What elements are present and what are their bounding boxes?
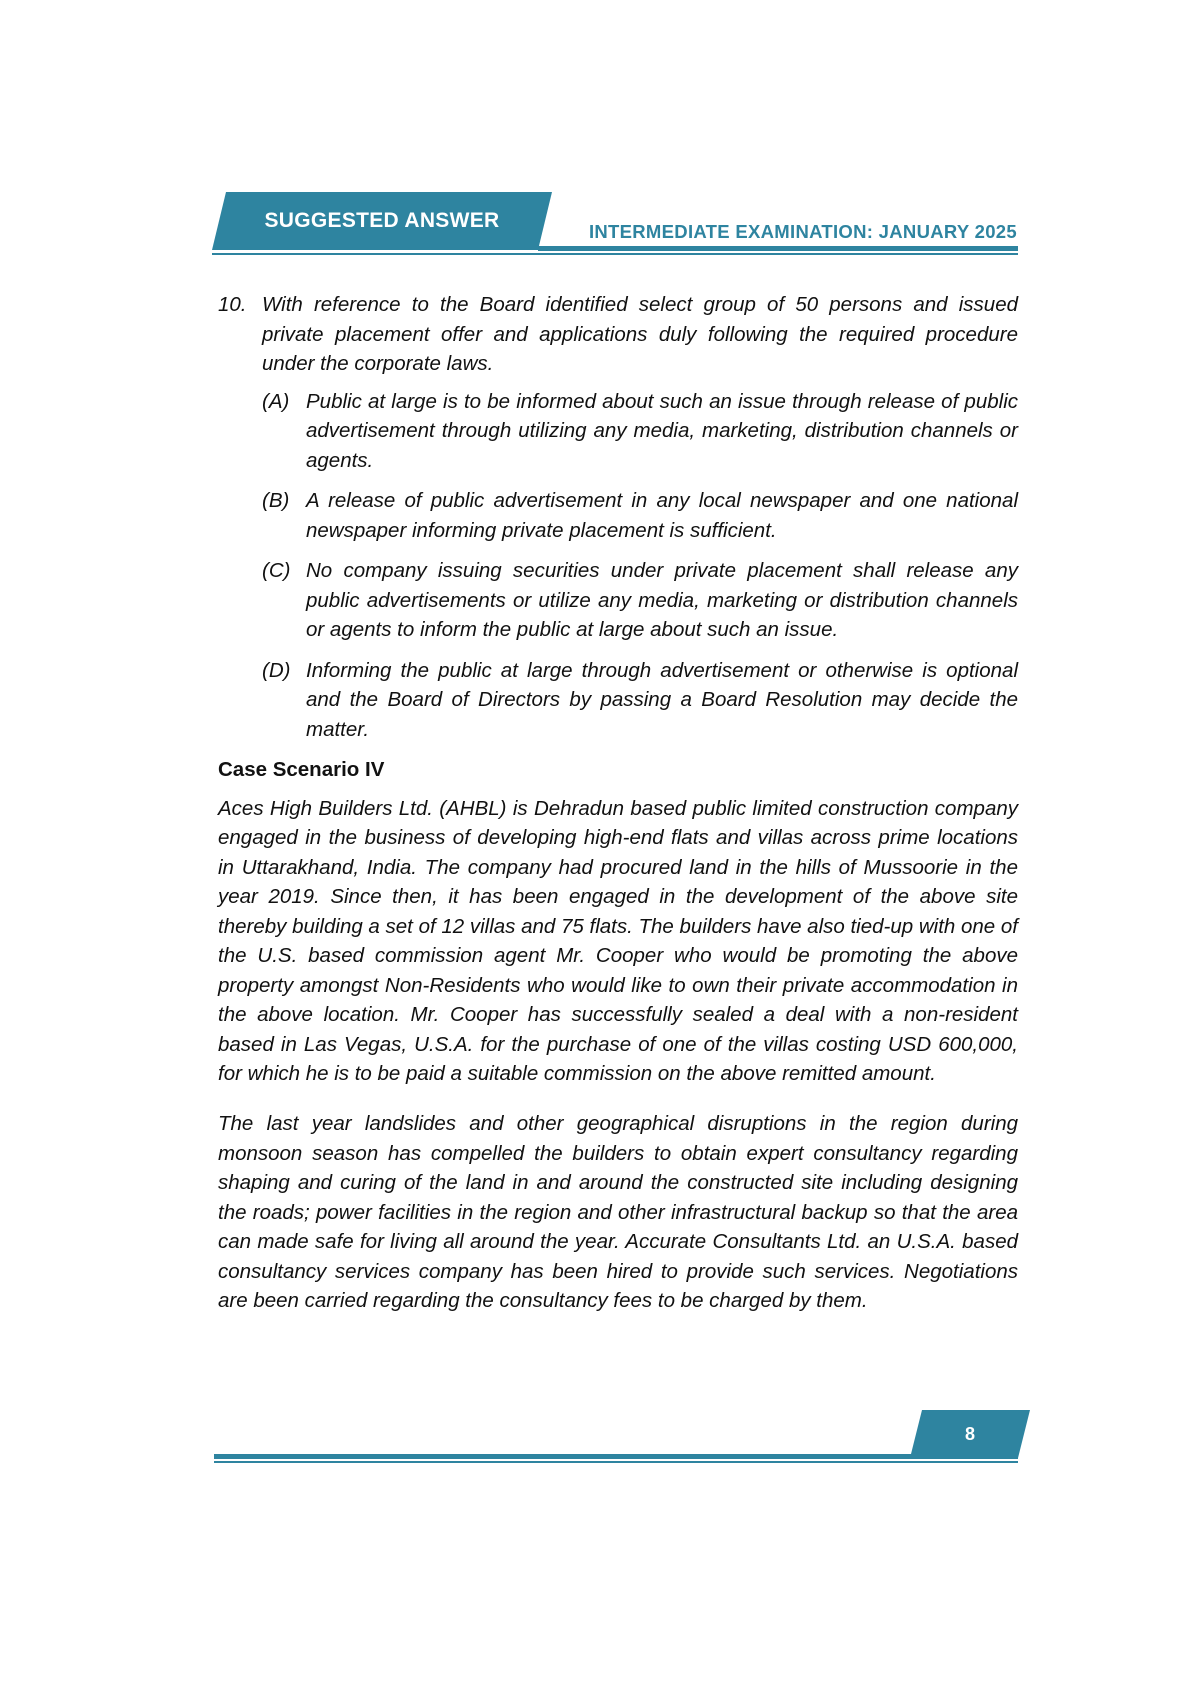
option-label: (C) — [262, 559, 291, 582]
question-10 — [218, 290, 1018, 379]
option-c — [218, 556, 1018, 645]
question-number: 10. — [218, 293, 247, 316]
option-d — [218, 656, 1018, 745]
option-label: (D) — [262, 658, 291, 682]
page-content — [218, 290, 1018, 1328]
option-a — [218, 387, 1018, 476]
case-paragraph: Aces High Builders Ltd. (AHBL) is Dehradun based public limited construction company engaged in the business of developing high-end flats and villas across prime locations in Uttarakhand, India. The company had procured land in the hills of Mussoorie in the year 2019. Since then, it has been engaged in the development of the above site thereby building a set of 12 villas and 75 flats. The builders have also tied-up with one of the U.S. based commission agent Mr. Cooper who would be promoting the above property amongst Non-Residents who would like to own their private accommodation in the above location. Mr. Cooper has successfully sealed a deal with a non-resident based in Las Vegas, U.S.A. for the purchase of one of the villas costing USD 600,000, for which he is to be paid a suitable commission on the above remitted amount. — [218, 796, 1018, 1085]
header-rule-thin — [212, 253, 1018, 255]
option-text: Informing the public at large through advertisement or otherwise is optional and the Board of Directors by passing a Board Resolution may decide the matter. — [306, 658, 1018, 741]
footer-rule-thin — [214, 1461, 1018, 1463]
question-text: With reference to the Board identified select group of 50 persons and issued private placement offer and applications duly following the required procedure under the corporate laws. — [262, 293, 1018, 375]
case-scenario-heading: Case Scenario IV — [218, 758, 385, 781]
header-rule — [538, 246, 1018, 251]
option-label: (A) — [262, 389, 290, 413]
option-text: Public at large is to be informed about such an issue through release of public advertisement through utilizing any media, marketing, distribution channels or agents. — [306, 389, 1018, 472]
option-text: A release of public advertisement in any local newspaper and one national newspaper informing private placement is sufficient. — [306, 489, 1018, 542]
footer-rule — [214, 1454, 1018, 1459]
case-paragraph: The last year landslides and other geographical disruptions in the region during monsoon season has compelled the builders to obtain expert consultancy regarding shaping and curing of the land in and around the constructed site including designing the roads; power facilities in the region and other infrastructural backup so that the area can made safe for living all around the year. Accurate Consultants Ltd. an U.S.A. based consultancy services company has been hired to provide such services. Negotiations are been carried regarding the consultancy fees to be charged by them. — [218, 1112, 1018, 1312]
option-b — [218, 486, 1018, 545]
answer-options — [218, 387, 1018, 745]
header-tab-label: SUGGESTED ANSWER — [264, 209, 500, 232]
page-number: 8 — [964, 1424, 975, 1444]
exam-title: INTERMEDIATE EXAMINATION: JANUARY 2025 — [588, 221, 1017, 242]
option-text: No company issuing securities under private placement shall release any public advertisements or utilize any media, marketing or distribution channels or agents to inform the public at large about such an issue. — [306, 559, 1018, 641]
option-label: (B) — [262, 489, 290, 512]
